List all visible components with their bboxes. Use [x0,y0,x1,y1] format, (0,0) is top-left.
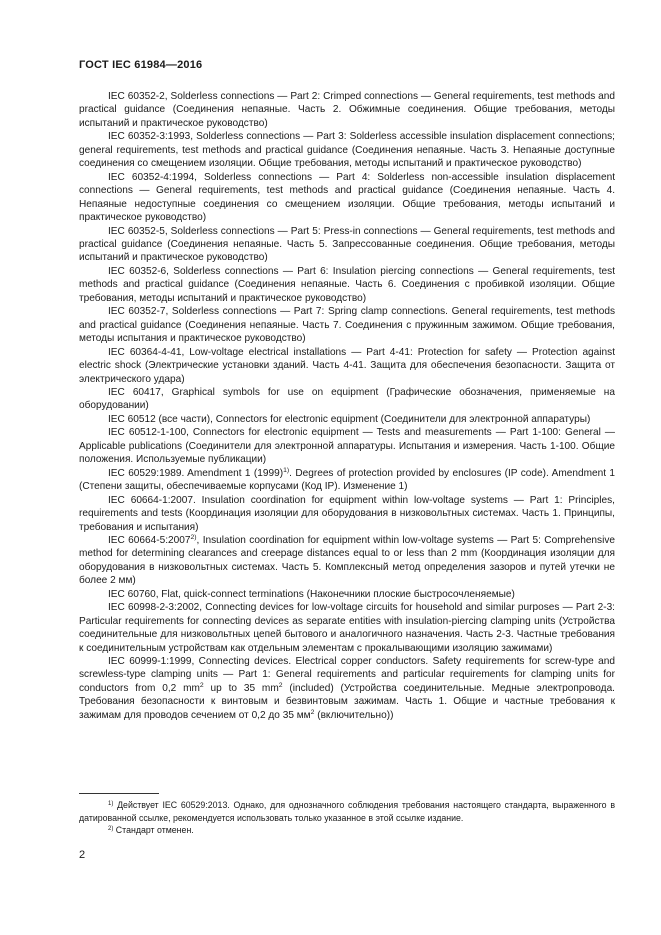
reference-item: IEC 60352-2, Solderless connections — Part 2: Crimped connections — General requirements, test methods and practical guidance (Соединения непаяные. Часть 2. Обжимные соединения. Общие требования, методы испытаний и практическое руководство) [79,91,615,129]
standard-header: ГОСТ IEC 61984—2016 [79,59,203,71]
reference-text: IEC 60529:1989. Amendment 1 (1999) [108,467,284,479]
reference-text: . Degrees of protection provided by enclosures (IP code). Amendment 1 (Степени защиты, обеспечиваемые корпусами (Код IP). Изменение 1) [79,467,616,493]
footnote-text: Действует IEC 60529:2013. Однако, для однозначного соблюдения требования настоящего стандарта, выраженного в датированной ссылке, рекомендуется использовать только указанное в этой ссылке издание. [79,800,615,823]
footnotes [79,799,615,837]
reference-text: up to 35 mm [203,682,279,694]
superscript: 2 [278,681,283,689]
reference-item: IEC 60352-3:1993, Solderless connections — Part 3: Solderless accessible insulation displacement connections; general requirements, test methods and practical guidance (Соединения непаяные. Часть 3. Непаяные доступные соединения со смещением изоляции. Общие требования, методы испытаний и практическое руководство) [79,131,615,170]
footnote-item [79,824,615,837]
footnote-mark: 2) [108,826,114,832]
reference-item [79,534,615,588]
reference-item: IEC 60352-6, Solderless connections — Part 6: Insulation piercing connections — General requirements, test methods and practical guidance (Соединения непаяные. Часть 6. Соединения с пробивкой изоляции. Общие требования, методы испытаний и практическое руководство) [79,265,615,304]
reference-item: IEC 60352-5, Solderless connections — Part 5: Press-in connections — General requirements, test methods and practical guidance (Соединения непаяные. Часть 5. Запрессованные соединения. Общие требования, методы испытаний и практическое руководство) [79,225,615,264]
reference-item: IEC 60352-7, Solderless connections — Part 7: Spring clamp connections. General requirements, test methods and practical guidance (Соединения непаяные. Часть 7. Соединения с пружинным зажимом. Общие требования, методы испытания и практическое руководство) [79,306,615,345]
reference-item: IEC 60364-4-41, Low-voltage electrical installations — Part 4-41: Protection for safety — Protection against electric shock (Электрические установки зданий. Часть 4-41. Защита для обеспечения безопасности. Защита от электрического удара) [79,346,615,385]
footnote-item [79,799,615,824]
footnote-mark: 1) [108,801,114,807]
footnote-text: Стандарт отменен. [113,825,194,835]
reference-item: IEC 60664-1:2007. Insulation coordination for equipment within low-voltage systems — Part 1: Principles, requirements and tests (Координация изоляции для оборудования в низковольтных системах. Часть 1. Принципы, требования и испытания) [79,494,615,533]
footnote-mark: 1) [283,466,290,474]
reference-item: IEC 60512-1-100, Connectors for electronic equipment — Tests and measurements — Part 1-100: General — Applicable publications (Соединители для электронной аппаратуры. Испытания и измерения. Часть 1-100. Общие положения. Используемые публикации) [79,427,615,466]
reference-item: IEC 60352-4:1994, Solderless connections — Part 4: Solderless non-accessible insulation displacement connections — General requirements, test methods and practical guidance (Соединения непаяные. Часть 4. Непаяные недоступные соединения со смещением изоляции. Общие требования, методы испытаний и практическое руководство) [79,171,615,224]
reference-text: (включительно)) [314,709,394,721]
reference-item: IEC 60998-2-3:2002, Connecting devices for low-voltage circuits for household and similar purposes — Part 2-3: Particular requirements for connecting devices as separate entities with insulation-piercing clamping units (Устройства соединительные для низковольтных цепей бытового и аналогичного назначения. Часть 2-3. Частные требования к соединительным устройствам как отдельным элементам с прокалывающими изоляцию зажимами) [79,602,615,654]
reference-item: IEC 60512 (все части), Connectors for electronic equipment (Соединители для электронной аппаратуры) [108,413,591,425]
reference-item: IEC 60417, Graphical symbols for use on equipment (Графические обозначения, применяемые на оборудовании) [79,386,615,412]
reference-text: IEC 60664-5:2007 [108,534,191,546]
superscript: 2 [199,681,204,689]
footnote-divider [79,793,159,794]
reference-text: , Insulation coordination for equipment within low-voltage systems — Part 5: Comprehensive method for determining clearances and creepage distances equal to or less than 2 mm (Координация изоляции для оборудования в низковольтных системах. Часть 5. Комплексный метод определения зазоров и путей утечки не более 2 мм) [79,534,615,587]
page-number: 2 [79,849,86,861]
reference-item [79,467,615,494]
reference-item [79,655,615,722]
reference-text: IEC 60999-1:1999, Connecting devices. Electrical copper conductors. Safety requirements for screw-type and screwless-type clamping units — Part 1: General requirements and particular requirements for clamping units for conductors from 0,2 mm [79,656,615,694]
footnote-mark: 2) [190,533,197,541]
superscript: 2 [310,708,315,716]
normative-references [79,90,615,722]
reference-item: IEC 60760, Flat, quick-connect terminations (Наконечники плоские быстросочленяемые) [108,588,515,600]
reference-text: (included) (Устройства соединительные. Медные электропровода. Требования безопасности к винтовым и безвинтовым зажимам. Часть 1. Общие и частные требования к зажимам для проводов сечением от 0,2 до 35 мм [79,682,615,721]
